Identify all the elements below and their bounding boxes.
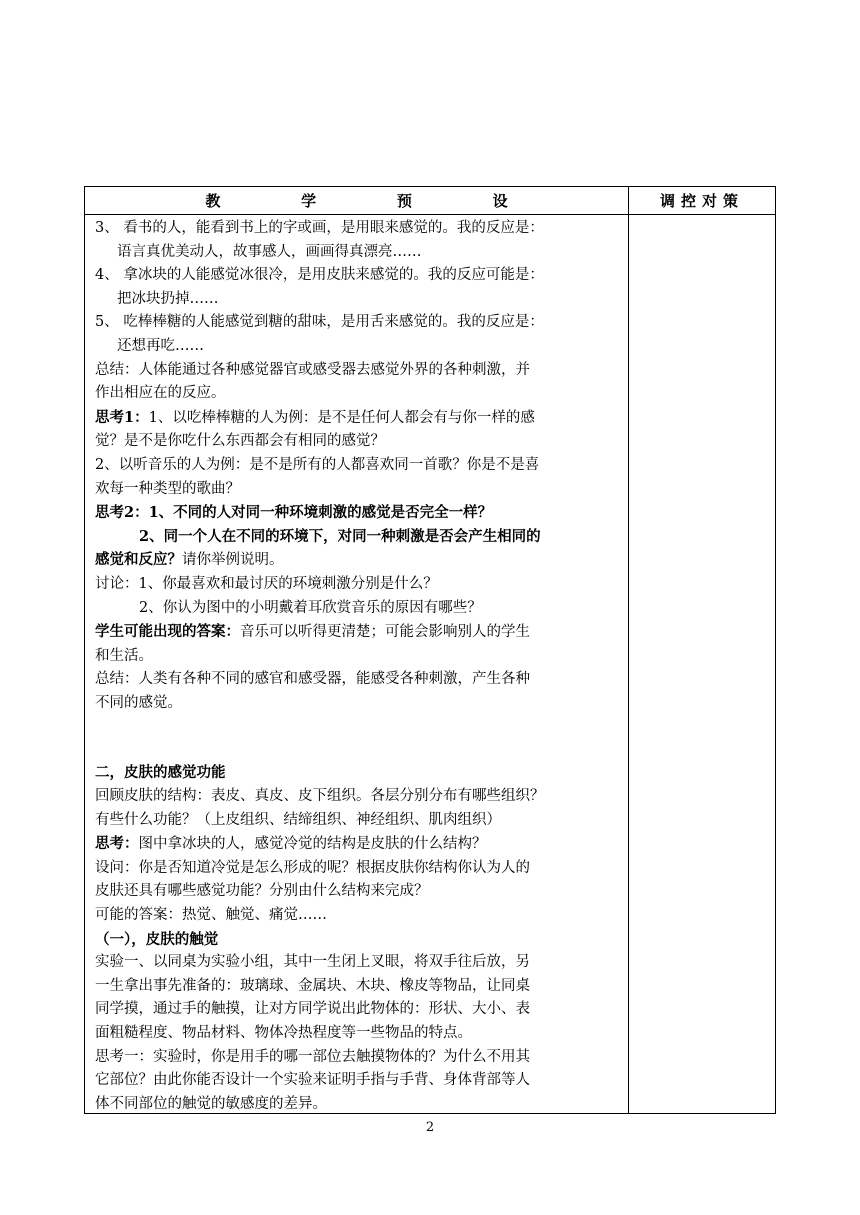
text-line: 作出相应在的反应。 [95,385,226,402]
text-line: 觉？是不是你吃什么东西都会有相同的感觉？ [95,433,385,450]
text-line: 思考1：1、以吃棒棒糖的人为例：是不是任何人都会有与你一样的感 [95,408,535,426]
text-line: 它部位？由此你能否设计一个实验来证明手指与手背、身体背部等人 [95,1072,530,1089]
text-line: 不同的感觉。 [95,694,182,711]
text-line: 同学摸，通过手的触摸，让对方同学说出此物体的：形状、大小、表 [95,1001,530,1018]
think-label: 思考1： [95,408,149,426]
page-number: 2 [425,1120,435,1135]
lesson-table [84,186,776,1114]
text-line: 2、以听音乐的人为例：是不是所有的人都喜欢同一首歌？你是不是喜 [95,456,540,473]
text-line: 还想再吃…… [117,337,204,354]
text-line: 总结：人类有各种不同的感官和感受器，能感受各种刺激，产生各种 [95,671,530,688]
subsection-heading: （一），皮肤的触觉 [95,930,219,948]
text-line: 可能的答案：热觉、触觉、痛觉…… [95,907,327,924]
text-line: 感觉和反应？请你举例说明。 [95,551,284,569]
header-char: 学 [301,192,317,210]
text-line: 欢每一种类型的歌曲？ [95,480,240,497]
text-line: 学生可能出现的答案：音乐可以听得更清楚；可能会影响别人的学生 [95,623,530,641]
text-line: 把冰块扔掉…… [117,290,219,307]
header-divider [85,214,775,215]
teaching-content [95,217,621,1116]
text-line: 体不同部位的触觉的敏感度的差异。 [95,1095,327,1112]
header-char: 设 [492,192,508,210]
text-line: 2、你认为图中的小明戴着耳欣赏音乐的原因有哪些？ [139,599,482,616]
text-line: 总结：人体能通过各种感觉器官或感受器去感觉外界的各种刺激，并 [95,361,530,378]
text-line: 设问：你是否知道冷觉是怎么形成的呢？根据皮肤你结构你认为人的 [95,859,530,876]
text-line: 一生拿出事先准备的：玻璃球、金属块、木块、橡皮等物品，让同桌 [95,977,530,994]
text-line: 面粗糙程度、物品材料、物体冷热程度等一些物品的特点。 [95,1025,472,1041]
text-line: 思考：图中拿冰块的人，感觉冷觉的结构是皮肤的什么结构？ [95,835,487,853]
text-line: 讨论：1、你最喜欢和最讨厌的环境刺激分别是什么？ [95,575,438,592]
section-heading: 二，皮肤的感觉功能 [95,764,226,782]
text-line: 思考一：实验时，你是用手的哪一部位去触摸物体的？为什么不用其 [95,1048,530,1065]
text-line: 2、同一个人在不同的环境下，对同一种刺激是否会产生相同的 [139,527,541,545]
text-line: 实验一、以同桌为实验小组，其中一生闭上叉眼，将双手往后放，另 [95,954,530,971]
text-line: 3、 看书的人，能看到书上的字或画，是用眼来感觉的。我的反应是： [95,220,544,236]
text-line: 皮肤还具有哪些感觉功能？分别由什么结构来完成？ [95,883,429,900]
text-line: 语言真优美动人，故事感人，画画得真漂亮…… [117,243,422,260]
column-divider [628,187,629,1113]
text-line: 5、 吃棒棒糖的人能感觉到糖的甜味，是用舌来感觉的。我的反应是： [95,314,544,331]
header-teaching-plan [85,187,628,214]
text-line: 4、 拿冰块的人能感觉冰很冷，是用皮肤来感觉的。我的反应可能是： [95,267,544,284]
header-char: 预 [396,192,412,210]
text-line: 回顾皮肤的结构：表皮、真皮、皮下组织。各层分别分布有哪些组织？ [95,788,545,805]
text-line: 有些什么功能？（上皮组织、结缔组织、神经组织、肌肉组织） [95,811,501,828]
header-char: 教 [205,192,221,210]
text-line: 思考2：1、不同的人对同一种环境刺激的感觉是否完全一样？ [95,504,493,522]
header-control-strategy: 调控对策 [659,192,744,210]
text-line: 和生活。 [95,647,153,664]
